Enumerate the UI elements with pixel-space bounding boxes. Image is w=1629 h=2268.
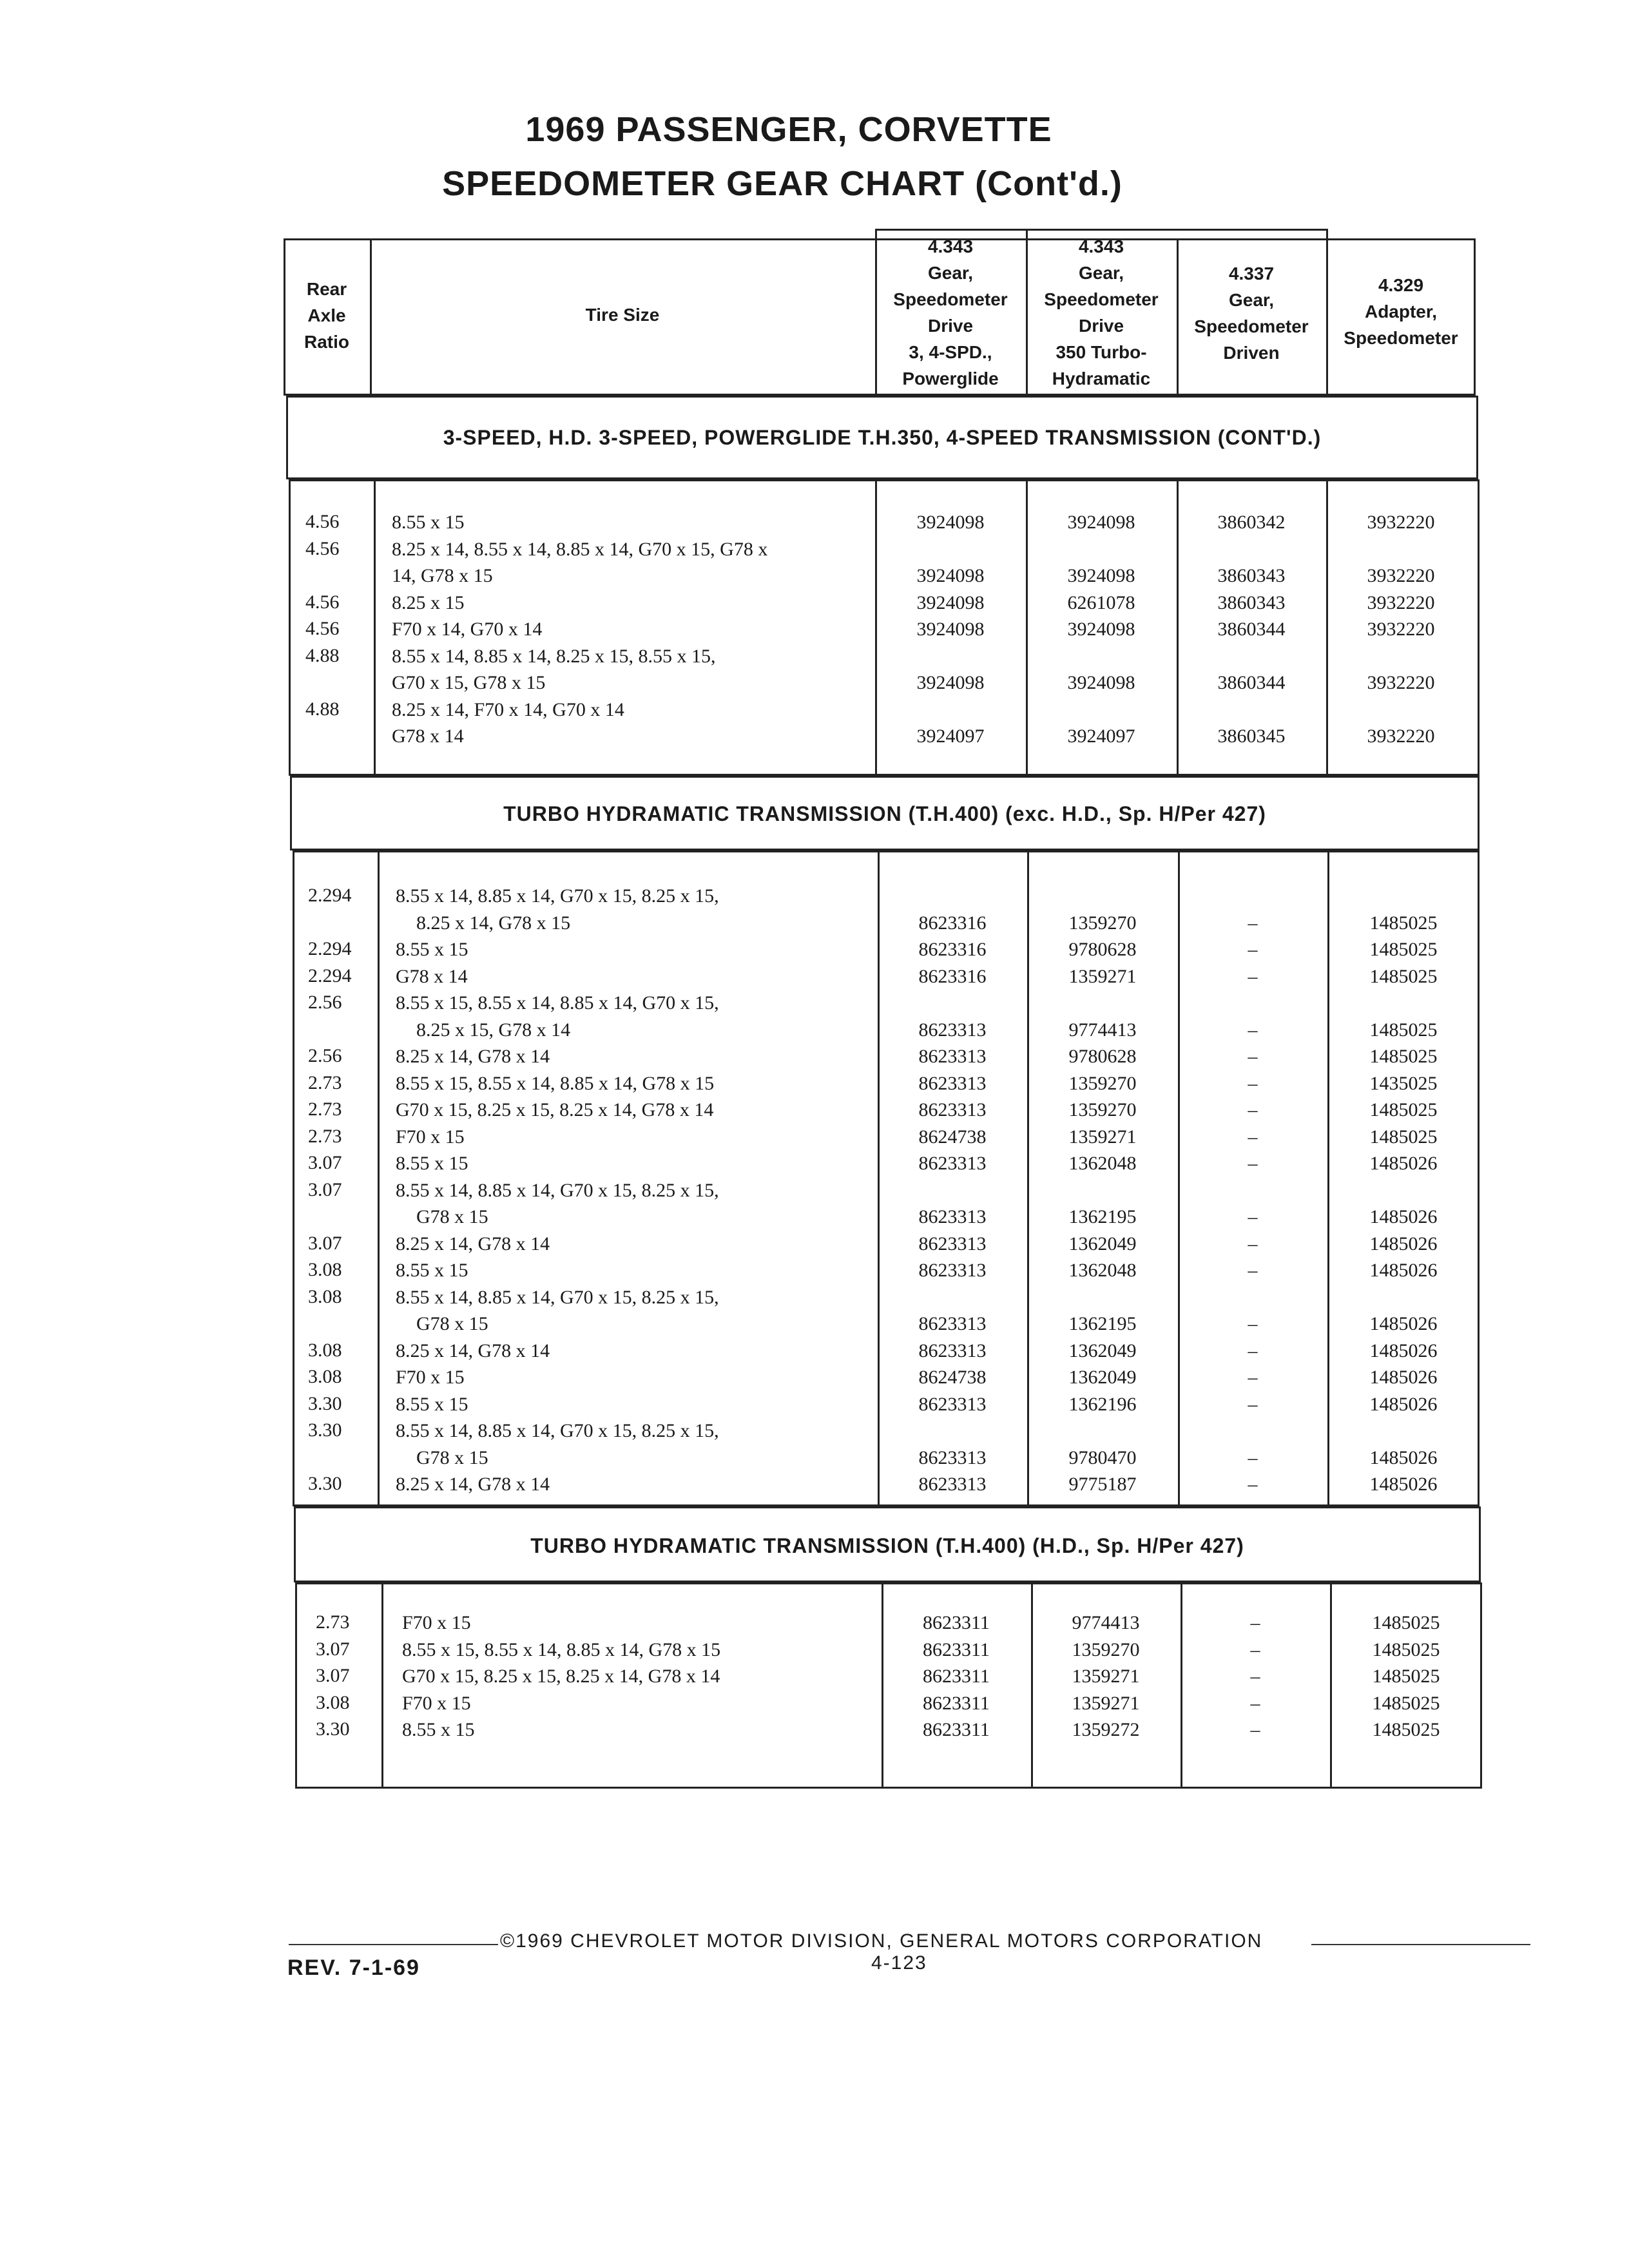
adapter-cell: 1485025 [1372,1639,1440,1660]
tire-size-line: 14, G78 x 15 [392,565,493,586]
tire-size-line: 8.55 x 15 [396,1260,468,1281]
header-line: Adapter, [1364,302,1438,322]
tire-size-cell [396,883,719,936]
copyright-line: ©1969 CHEVROLET MOTOR DIVISION, GENERAL MOTORS CORPORATION [500,1930,1263,1952]
adapter-cell: 1485025 [1372,1692,1440,1714]
tire-size-line: G78 x 15 [416,1206,488,1227]
header-line: 4.337 [1228,264,1275,284]
drive-cell: 8623316 [918,939,987,960]
adapter-cell: 1485025 [1372,1612,1440,1633]
tire-size-cell [396,963,468,990]
rear-axle-ratio-cell: 2.294 [308,885,352,906]
tire-size-line: G78 x 15 [416,1446,488,1468]
tire-size-line: F70 x 15 [396,1126,465,1148]
tire-size-line: 8.25 x 15, G78 x 14 [416,1019,571,1041]
tire-size-cell [402,1663,720,1690]
adapter-cell: 1485025 [1372,1666,1440,1687]
tire-size-cell [396,1150,468,1177]
tire-size-cell [396,1284,719,1338]
adapter-cell: 1485026 [1369,1340,1438,1361]
rear-axle-ratio-cell: 2.56 [308,992,342,1013]
tire-size-cell [396,1418,719,1471]
tire-size-line: 8.25 x 14, G78 x 14 [396,1046,550,1067]
rear-axle-ratio-cell: 3.08 [316,1691,350,1713]
drive350-cell: 1362049 [1068,1233,1137,1254]
rear-axle-ratio-cell: 4.88 [305,698,340,720]
drive350-cell: 1359270 [1068,1072,1137,1094]
tire-size-line: 8.25 x 14, 8.55 x 14, 8.85 x 14, G70 x 15, G78 x [392,538,768,560]
tire-size-cell [402,1716,475,1744]
rear-axle-ratio-cell: 3.30 [308,1419,342,1441]
tire-size-cell [396,1257,468,1284]
drive-cell: 8623313 [918,1260,987,1281]
drive-cell: 8624738 [918,1367,987,1388]
driven-cell: – [1248,1072,1258,1094]
drive350-cell: 3924098 [1067,672,1135,693]
header-line: Gear, [1078,263,1124,283]
tire-size-line: 8.25 x 14, G78 x 14 [396,1474,550,1495]
section-1-heading-box [286,396,1478,479]
header-tire-size: Tire Size [585,305,660,325]
tire-size-cell [396,1097,713,1124]
tire-size-cell [396,1364,465,1391]
driven-cell: – [1248,1446,1258,1468]
adapter-cell: 3932220 [1367,565,1435,586]
header-line: 4.329 [1378,275,1424,295]
adapter-cell: 1485026 [1369,1206,1438,1227]
tire-size-cell [396,1231,550,1258]
driven-cell: – [1248,965,1258,987]
tire-size-line: G78 x 14 [392,726,464,747]
page-title-line2: SPEEDOMETER GEAR CHART (Cont'd.) [442,164,1123,203]
tire-size-line: 8.55 x 15 [392,512,465,533]
driven-cell: 3860343 [1217,565,1286,586]
tire-size-line: 8.55 x 14, 8.85 x 14, G70 x 15, 8.25 x 15, [396,1179,719,1201]
rear-axle-ratio-cell: 3.07 [308,1178,342,1200]
tire-size-cell [392,509,465,536]
section-3-heading: TURBO HYDRAMATIC TRANSMISSION (T.H.400) (H.D., Sp. H/Per 427) [530,1534,1244,1557]
rear-axle-ratio-cell: 3.07 [316,1638,350,1660]
driven-cell: – [1248,1206,1258,1227]
driven-cell: – [1248,912,1258,934]
tire-size-line: 8.25 x 14, G78 x 14 [396,1340,550,1361]
drive-cell: 8623311 [923,1719,990,1740]
tire-size-line: 8.55 x 15, 8.55 x 14, 8.85 x 14, G78 x 15 [396,1072,715,1094]
tire-size-line: 8.25 x 14, G78 x 15 [416,912,571,934]
drive350-cell: 1362195 [1068,1206,1137,1227]
drive350-cell: 9780628 [1068,1046,1137,1067]
driven-cell: – [1250,1666,1260,1687]
tire-size-line: 8.55 x 14, 8.85 x 14, 8.25 x 15, 8.55 x 15, [392,645,716,667]
header-line: Gear, [927,263,974,283]
tire-size-cell [396,1070,714,1097]
adapter-cell: 3932220 [1367,726,1435,747]
tire-size-line: 8.55 x 14, 8.85 x 14, G70 x 15, 8.25 x 15, [396,885,719,907]
drive350-cell: 1362195 [1068,1313,1137,1334]
header-gear-driven [1177,260,1326,366]
adapter-cell: 1485026 [1369,1313,1438,1334]
drive-cell: 8623313 [918,1046,987,1067]
tire-size-line: G70 x 15, G78 x 15 [392,672,546,693]
tire-size-cell [396,1471,550,1498]
tire-size-line: F70 x 15 [402,1612,471,1633]
drive350-cell: 9774413 [1068,1019,1137,1041]
drive-cell: 8623313 [918,1206,987,1227]
drive350-cell: 1359272 [1072,1719,1140,1740]
rear-axle-ratio-cell: 3.08 [308,1285,342,1307]
tire-size-line: 8.55 x 15, 8.55 x 14, 8.85 x 14, G70 x 15, [396,992,719,1014]
tire-size-cell [396,990,719,1043]
header-line: Speedometer [1344,328,1458,348]
drive-cell: 3924098 [916,565,985,586]
header-line: Speedometer [1044,289,1159,309]
section-2-heading-box [290,776,1480,850]
drive-cell: 3924098 [916,512,985,533]
rear-axle-ratio-cell: 2.73 [308,1099,342,1120]
tire-size-cell [396,936,468,963]
driven-cell: – [1248,939,1258,960]
drive350-cell: 9780628 [1068,939,1137,960]
tire-size-cell [396,1338,550,1365]
header-line: Speedometer [1194,316,1309,336]
drive-cell: 8623311 [923,1666,990,1687]
rear-axle-ratio-cell: 3.08 [308,1259,342,1280]
header-line: Gear, [1228,290,1275,310]
adapter-cell: 1485026 [1369,1393,1438,1415]
tire-size-line: 8.25 x 15 [392,591,465,613]
rear-axle-ratio-cell: 4.56 [305,618,340,639]
adapter-cell: 3932220 [1367,672,1435,693]
driven-cell: – [1250,1719,1260,1740]
drive350-cell: 9780470 [1068,1446,1137,1468]
rear-axle-ratio-cell: 4.88 [305,644,340,666]
rear-axle-ratio-cell: 3.07 [308,1152,342,1173]
tire-size-line: G70 x 15, 8.25 x 15, 8.25 x 14, G78 x 14 [396,1099,714,1120]
tire-size-cell [396,1177,719,1231]
drive350-cell: 1359271 [1072,1692,1140,1714]
drive350-cell: 3924098 [1067,619,1135,640]
driven-cell: 3860344 [1217,619,1286,640]
adapter-cell: 1485025 [1372,1719,1440,1740]
tire-size-cell [396,1124,465,1151]
header-adapter [1326,272,1476,351]
driven-cell: 3860344 [1217,672,1286,693]
rear-axle-ratio-cell: 3.08 [308,1366,342,1387]
header-line: Powerglide [902,369,999,389]
adapter-cell: 3932220 [1367,591,1435,613]
drive-cell: 8623316 [918,912,987,934]
section-2-heading: TURBO HYDRAMATIC TRANSMISSION (T.H.400) (exc. H.D., Sp. H/Per 427) [503,802,1266,825]
rear-axle-ratio-cell: 4.56 [305,537,340,559]
adapter-cell: 1485025 [1369,939,1438,960]
rear-axle-ratio-cell: 3.07 [316,1665,350,1686]
driven-cell: 3860343 [1217,591,1286,613]
tire-size-line: 8.25 x 14, G78 x 14 [396,1233,550,1254]
adapter-cell: 1485026 [1369,1367,1438,1388]
adapter-cell: 1485026 [1369,1474,1438,1495]
drive350-cell: 3924098 [1067,512,1135,533]
rear-axle-ratio-cell: 4.56 [305,511,340,532]
tire-size-line: 8.55 x 14, 8.85 x 14, G70 x 15, 8.25 x 15, [396,1420,719,1441]
tire-size-cell [392,536,767,590]
header-line: Drive [927,316,974,336]
tire-size-line: 8.55 x 15 [396,1393,468,1415]
adapter-cell: 1485026 [1369,1233,1438,1254]
tire-size-cell [392,590,465,617]
drive350-cell: 1359271 [1068,965,1137,987]
drive350-cell: 1362049 [1068,1367,1137,1388]
adapter-cell: 1485025 [1369,1126,1438,1148]
header-line: Hydramatic [1052,369,1151,389]
driven-cell: – [1248,1099,1258,1120]
drive-cell: 8623313 [918,1340,987,1361]
adapter-cell: 1485026 [1369,1153,1438,1174]
rear-axle-ratio-cell: 2.73 [308,1125,342,1147]
driven-cell: 3860345 [1217,726,1286,747]
section-1-heading: 3-SPEED, H.D. 3-SPEED, POWERGLIDE T.H.350, 4-SPEED TRANSMISSION (CONT'D.) [443,426,1322,449]
tire-size-cell [402,1610,471,1637]
tire-size-line: F70 x 14, G70 x 14 [392,619,543,640]
adapter-cell: 1485026 [1369,1446,1438,1468]
tire-size-line: 8.25 x 14, F70 x 14, G70 x 14 [392,698,624,720]
drive350-cell: 1362196 [1068,1393,1137,1415]
drive-cell: 8623316 [918,965,987,987]
revision-date: REV. 7-1-69 [287,1956,420,1980]
header-line: 4.343 [927,236,974,256]
drive350-cell: 3924097 [1067,726,1135,747]
driven-cell: – [1248,1313,1258,1334]
driven-cell: – [1248,1340,1258,1361]
driven-cell: – [1250,1692,1260,1714]
header-gear-drive-350 [1026,233,1177,392]
header-line: Speedometer [893,289,1008,309]
drive350-cell: 6261078 [1067,591,1135,613]
driven-cell: – [1248,1126,1258,1148]
tire-size-cell [392,697,624,750]
tire-size-line: 8.55 x 14, 8.85 x 14, G70 x 15, 8.25 x 15, [396,1286,719,1308]
header-line: Axle [307,305,346,325]
page-title-line1: 1969 PASSENGER, CORVETTE [525,110,1052,149]
rear-axle-ratio-cell: 3.08 [308,1339,342,1361]
drive350-cell: 9775187 [1068,1474,1137,1495]
drive350-cell: 9774413 [1072,1612,1140,1633]
drive-cell: 8623313 [918,1099,987,1120]
tire-size-line: G78 x 15 [416,1313,488,1334]
drive350-cell: 1359270 [1068,1099,1137,1120]
driven-cell: – [1248,1233,1258,1254]
drive-cell: 3924098 [916,619,985,640]
tire-size-cell [396,1391,468,1418]
tire-size-line: G70 x 15, 8.25 x 15, 8.25 x 14, G78 x 14 [402,1666,720,1687]
header-line: Driven [1223,343,1280,363]
drive350-cell: 1362048 [1068,1260,1137,1281]
driven-cell: – [1250,1612,1260,1633]
drive350-cell: 1362048 [1068,1153,1137,1174]
adapter-cell: 1435025 [1369,1072,1438,1094]
drive-cell: 8623313 [918,1019,987,1041]
rear-axle-ratio-cell: 2.73 [308,1072,342,1093]
header-line: Ratio [304,332,349,352]
tire-size-cell [402,1690,471,1717]
drive-cell: 8623311 [923,1692,990,1714]
adapter-cell: 1485025 [1369,912,1438,934]
drive-cell: 8623313 [918,1446,987,1468]
adapter-cell: 3932220 [1367,619,1435,640]
driven-cell: – [1248,1367,1258,1388]
adapter-cell: 3932220 [1367,512,1435,533]
header-line: 4.343 [1078,236,1124,256]
tire-size-line: G78 x 14 [396,965,468,987]
drive-cell: 8623313 [918,1072,987,1094]
adapter-cell: 1485025 [1369,965,1438,987]
adapter-cell: 1485025 [1369,1019,1438,1041]
adapter-cell: 1485026 [1369,1260,1438,1281]
drive-cell: 8624738 [918,1126,987,1148]
rear-axle-ratio-cell: 2.56 [308,1045,342,1066]
page-number: 4-123 [871,1952,927,1974]
tire-size-line: 8.55 x 15 [396,939,468,960]
tire-size-cell [396,1043,550,1070]
driven-cell: – [1248,1260,1258,1281]
drive-cell: 3924097 [916,726,985,747]
driven-cell: – [1248,1393,1258,1415]
rear-axle-ratio-cell: 4.56 [305,591,340,613]
drive350-cell: 1359271 [1072,1666,1140,1687]
driven-cell: – [1250,1639,1260,1660]
driven-cell: – [1248,1046,1258,1067]
header-rear-axle-ratio [284,276,370,355]
tire-size-line: 8.55 x 15 [402,1719,475,1740]
rear-axle-ratio-cell: 2.294 [308,938,352,959]
drive-cell: 8623313 [918,1153,987,1174]
driven-cell: – [1248,1019,1258,1041]
tire-size-cell [402,1637,720,1664]
header-line: 350 Turbo- [1055,342,1147,362]
drive-cell: 8623313 [918,1313,987,1334]
drive350-cell: 1362049 [1068,1340,1137,1361]
rear-axle-ratio-cell: 3.07 [308,1232,342,1254]
rear-axle-ratio-cell: 3.30 [316,1718,350,1740]
tire-size-line: F70 x 15 [396,1367,465,1388]
drive350-cell: 1359270 [1072,1639,1140,1660]
drive-cell: 8623313 [918,1474,987,1495]
drive350-cell: 3924098 [1067,565,1135,586]
drive-cell: 8623313 [918,1393,987,1415]
adapter-cell: 1485025 [1369,1046,1438,1067]
header-line: Drive [1078,316,1124,336]
drive-cell: 8623311 [923,1639,990,1660]
header-line: 3, 4-SPD., [909,342,992,362]
driven-cell: – [1248,1153,1258,1174]
drive-cell: 3924098 [916,591,985,613]
adapter-cell: 1485025 [1369,1099,1438,1120]
tire-size-line: 8.55 x 15, 8.55 x 14, 8.85 x 14, G78 x 15 [402,1639,721,1660]
tire-size-line: F70 x 15 [402,1692,471,1714]
drive-cell: 8623313 [918,1233,987,1254]
tire-size-line: 8.55 x 15 [396,1153,468,1174]
driven-cell: 3860342 [1217,512,1286,533]
drive350-cell: 1359271 [1068,1126,1137,1148]
tire-size-cell [392,616,542,643]
tire-size-cell [392,643,716,697]
header-gear-drive-3-4spd [875,233,1026,392]
header-line: Rear [306,279,347,299]
section-3-heading-box [294,1506,1481,1582]
rear-axle-ratio-cell: 3.30 [308,1473,342,1494]
drive-cell: 8623311 [923,1612,990,1633]
rear-axle-ratio-cell: 2.294 [308,965,352,986]
drive350-cell: 1359270 [1068,912,1137,934]
driven-cell: – [1248,1474,1258,1495]
rear-axle-ratio-cell: 2.73 [316,1611,350,1633]
drive-cell: 3924098 [916,672,985,693]
rear-axle-ratio-cell: 3.30 [308,1392,342,1414]
